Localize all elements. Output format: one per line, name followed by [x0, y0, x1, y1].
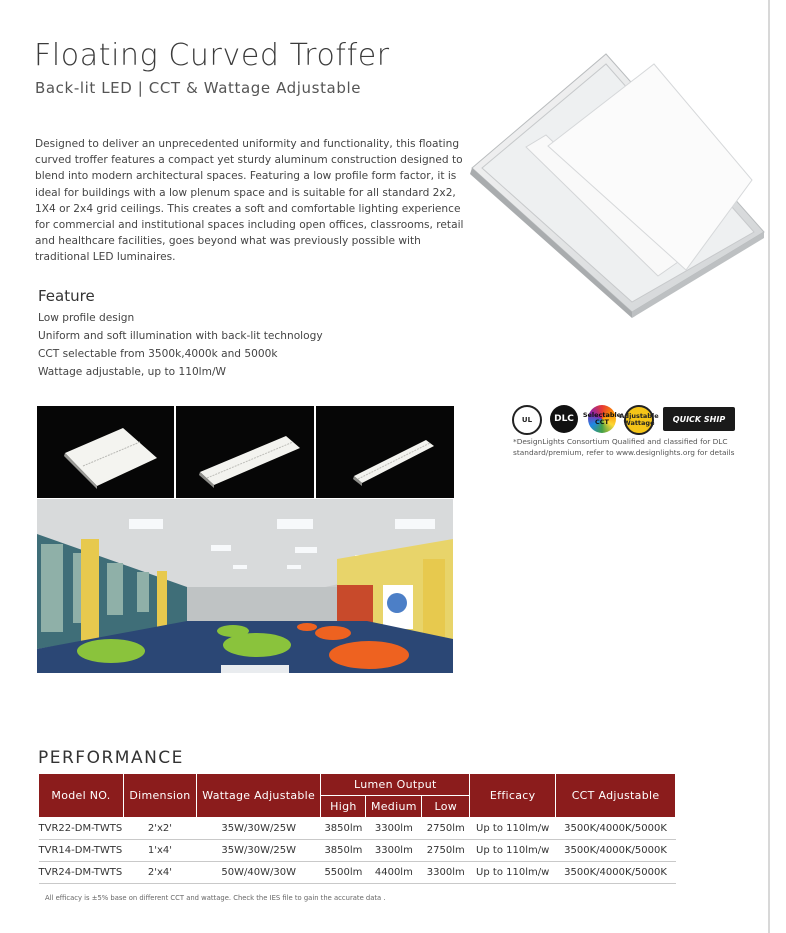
feature-item: Wattage adjustable, up to 110lm/W [38, 366, 226, 378]
col-header-model: Model NO. [39, 774, 124, 818]
efficacy-cell: Up to 110lm/w [470, 862, 556, 884]
model-cell [39, 862, 124, 884]
dlc-icon: DLC [550, 405, 578, 433]
cct-cell: 3500K/4000K/5000K [556, 818, 676, 840]
performance-heading: PERFORMANCE [38, 748, 184, 768]
page-subtitle: Back-lit LED | CCT & Wattage Adjustable [35, 79, 362, 97]
quick-ship-icon: QUICK SHIP [663, 407, 735, 431]
office-room-photo [37, 499, 453, 673]
model-cell [39, 840, 124, 862]
model-suffix: 22-DM-TWTS [58, 823, 123, 834]
col-header-high: High [321, 796, 366, 818]
model-suffix: 14-DM-TWTS [58, 845, 123, 856]
col-header-efficacy: Efficacy [470, 774, 556, 818]
adjustable-wattage-icon: Adjustable Wattage [624, 405, 654, 435]
efficacy-cell: Up to 110lm/w [470, 840, 556, 862]
wattage-cell: 35W/30W/25W [196, 840, 321, 862]
col-header-wattage: Wattage Adjustable [196, 774, 321, 818]
performance-table [38, 773, 676, 884]
lumen-medium-cell: 3300lm [366, 840, 422, 862]
cct-cell: 3500K/4000K/5000K [556, 862, 676, 884]
fixture-photo-1x4 [176, 406, 314, 498]
feature-list [38, 309, 323, 381]
table-row [39, 840, 676, 862]
lumen-high-cell: 5500lm [321, 862, 366, 884]
wattage-cell: 50W/40W/30W [196, 862, 321, 884]
model-prefix: TVR [38, 845, 59, 856]
fixture-photo-2x4 [316, 406, 454, 498]
fixture-photo-2x2 [37, 406, 174, 498]
product-image [468, 50, 768, 320]
table-row [39, 862, 676, 884]
col-header-dimension: Dimension [123, 774, 196, 818]
certification-badges [512, 405, 752, 437]
page-edge-bar [768, 0, 770, 933]
page-title: Floating Curved Troffer [34, 38, 390, 73]
dimension-cell: 2'x4' [123, 862, 196, 884]
cct-cell: 3500K/4000K/5000K [556, 840, 676, 862]
dimension-cell: 2'x2' [123, 818, 196, 840]
lumen-low-cell: 2750lm [422, 840, 470, 862]
model-prefix: TVR [38, 867, 59, 878]
efficacy-cell: Up to 110lm/w [470, 818, 556, 840]
lumen-medium-cell: 4400lm [366, 862, 422, 884]
lumen-high-cell: 3850lm [321, 840, 366, 862]
col-header-lumen: Lumen Output [321, 774, 470, 796]
dimension-cell: 1'x4' [123, 840, 196, 862]
feature-item: Low profile design [38, 312, 135, 324]
table-footnote: All efficacy is ±5% base on different CCT and wattage. Check the IES file to gain the accurate data . [45, 894, 386, 902]
ul-certified-icon: UL [512, 405, 542, 435]
wattage-cell: 35W/30W/25W [196, 818, 321, 840]
model-prefix: TVR [38, 823, 59, 834]
feature-item: Uniform and soft illumination with back-lit technology [38, 330, 323, 342]
lumen-low-cell: 2750lm [422, 818, 470, 840]
feature-item: CCT selectable from 3500k,4000k and 5000k [38, 348, 278, 360]
product-description: Designed to deliver an unprecedented uniformity and functionality, this floating curved troffer features a compact yet sturdy aluminum construction designed to blend into modern architectural spaces. Featuring a low profile form factor, it is ideal for buildings with a low plenum space and is suitable for all standard 2x2, 1X4 or 2x4 grid ceilings. This creates a soft and comfortable lighting experience for commercial and institutional spaces including open offices, classrooms, retail and healthcare facilities, goes beyond what was previously possible with traditional LED luminaires. [35, 138, 464, 264]
col-header-cct: CCT Adjustable [556, 774, 676, 818]
feature-heading: Feature [38, 287, 95, 305]
selectable-cct-icon: Selectable CCT [588, 405, 616, 433]
lumen-high-cell: 3850lm [321, 818, 366, 840]
dlc-note: *DesignLights Consortium Qualified and classified for DLC standard/premium, refer to www.designlights.org for details [513, 437, 735, 457]
table-row [39, 818, 676, 840]
col-header-medium: Medium [366, 796, 422, 818]
lumen-low-cell: 3300lm [422, 862, 470, 884]
model-suffix: 24-DM-TWTS [58, 867, 123, 878]
col-header-low: Low [422, 796, 470, 818]
model-cell [39, 818, 124, 840]
lumen-medium-cell: 3300lm [366, 818, 422, 840]
